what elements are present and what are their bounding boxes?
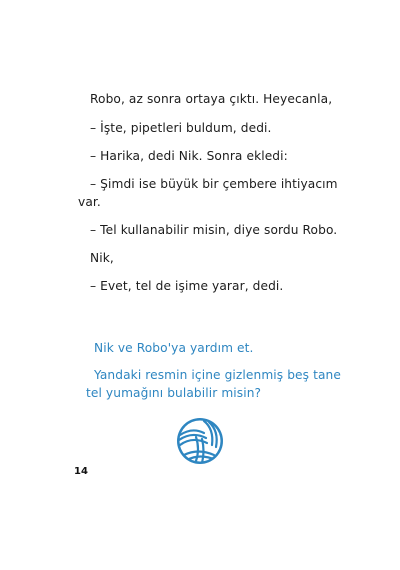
story-line-5: var.	[78, 195, 101, 209]
story-line-7: Nik,	[90, 251, 114, 265]
story-line-4: – Şimdi ise büyük bir çembere ihtiyacım	[90, 177, 338, 191]
story-line-8: – Evet, tel de işime yarar, dedi.	[90, 279, 284, 293]
story-line-2: – İşte, pipetleri buldum, dedi.	[90, 121, 272, 135]
story-line-1: Robo, az sonra ortaya çıktı. Heyecanla,	[90, 92, 333, 106]
story-line-3: – Harika, dedi Nik. Sonra ekledi:	[90, 149, 288, 163]
task-instruction-line-2: tel yumağını bulabilir misin?	[86, 386, 262, 400]
story-line-6: – Tel kullanabilir misin, diye sordu Robo.	[90, 223, 338, 237]
task-instruction-line-1: Yandaki resmin içine gizlenmiş beş tane	[94, 368, 341, 382]
page-number: 14	[74, 466, 88, 477]
yarn-ball-icon	[174, 415, 226, 467]
task-title: Nik ve Robo'ya yardım et.	[94, 341, 254, 355]
